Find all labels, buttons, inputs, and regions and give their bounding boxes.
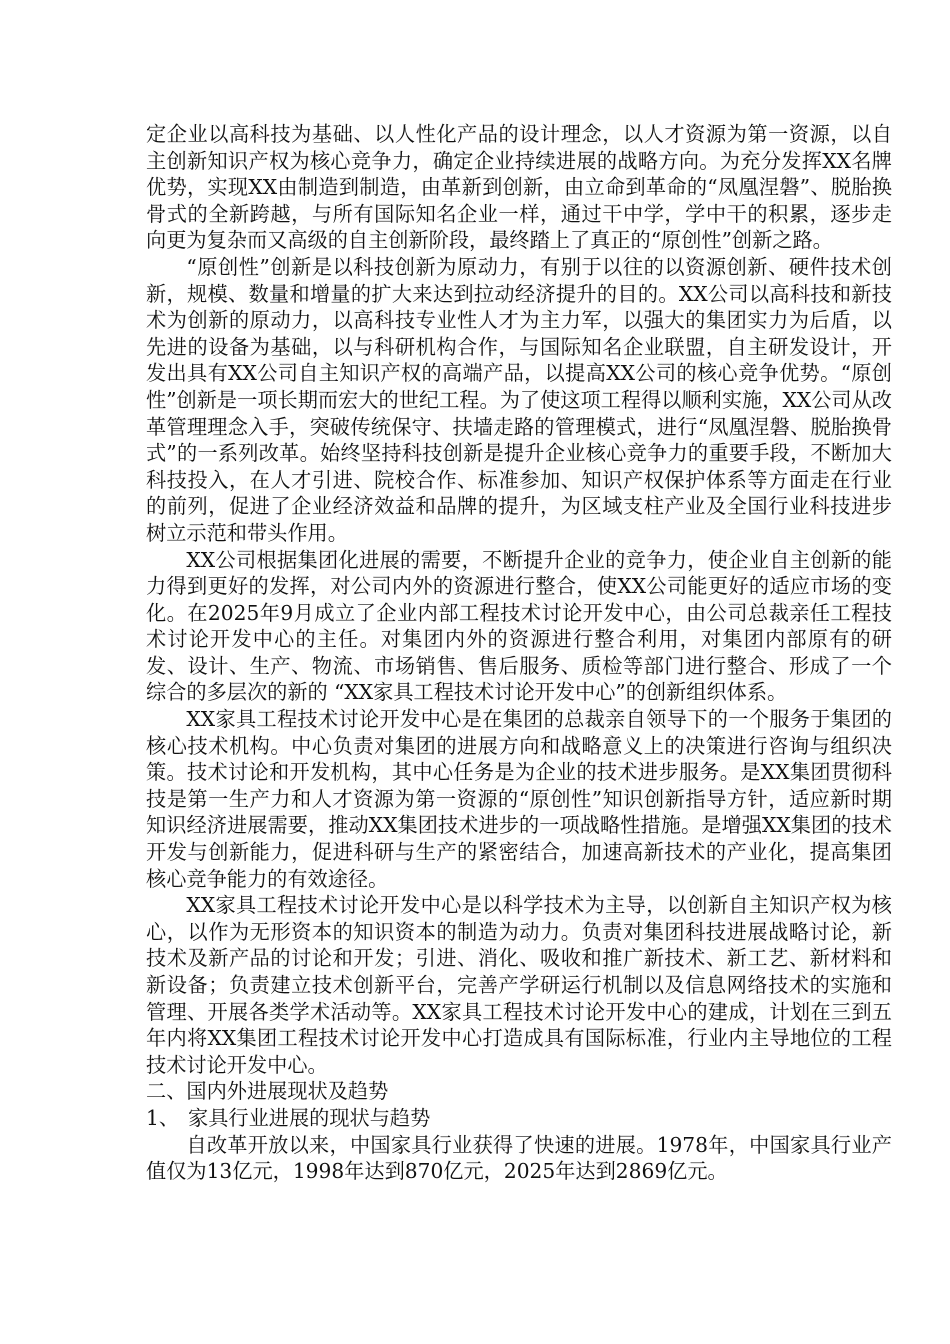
document-body: [146, 121, 892, 1185]
body-paragraph: 定企业以高科技为基础、以人性化产品的设计理念，以人才资源为第一资源，以自主创新知识产权为核心竞争力，确定企业持续进展的战略方向。为充分发挥XX名牌优势，实现XX由制造到制造，由革新到创新，由立命到革命的“凤凰涅磐”、脱胎换骨式的全新跨越，与所有国际知名企业一样，通过干中学，学中干的积累，逐步走向更为复杂而又高级的自主创新阶段，最终踏上了真正的“原创性”创新之路。: [146, 122, 892, 253]
body-paragraph: XX公司根据集团化进展的需要，不断提升企业的竞争力，使企业自主创新的能力得到更好的发挥，对公司内外的资源进行整合，使XX公司能更好的适应市场的变化。在2025年9月成立了企业内部工程技术讨论开发中心，由公司总裁亲任工程技术讨论开发中心的主任。对集团内外的资源进行整合利用，对集团内部原有的研发、设计、生产、物流、市场销售、售后服务、质检等部门进行整合、形成了一个综合的多层次的新的 “XX家具工程技术讨论开发中心”的创新组织体系。: [146, 547, 892, 705]
subsection-number: 1、: [146, 1105, 180, 1130]
section-heading: 二、国内外进展现状及趋势: [146, 1079, 389, 1104]
body-paragraph: XX家具工程技术讨论开发中心是以科学技术为主导，以创新自主知识产权为核心，以作为无形资本的知识资本的制造为动力。负责对集团科技进展战略讨论，新技术及新产品的讨论和开发；引进、消化、吸收和推广新技术、新工艺、新材料和新设备；负责建立技术创新平台，完善产学研运行机制以及信息网络技术的实施和管理、开展各类学术活动等。XX家具工程技术讨论开发中心的建成，计划在三到五年内将XX集团工程技术讨论开发中心打造成具有国际标准，行业内主导地位的工程技术讨论开发中心。: [146, 893, 892, 1077]
body-paragraph: “原创性”创新是以科技创新为原动力，有别于以往的以资源创新、硬件技术创新，规模、数量和增量的扩大来达到拉动经济提升的目的。XX公司以高科技和新技术为创新的原动力，以高科技专业性人才为主力军，以强大的集团实力为后盾，以先进的设备为基础，以与科研机构合作，与国际知名企业联盟，自主研发设计，开发出具有XX公司自主知识产权的高端产品，以提高XX公司的核心竞争优势。“原创性”创新是一项长期而宏大的世纪工程。为了使这项工程得以顺利实施，XX公司从改革管理理念入手，突破传统保守、扶墙走路的管理模式，进行“凤凰涅磐、脱胎换骨式”的一系列改革。始终坚持科技创新是提升企业核心竞争力的重要手段，不断加大科技投入，在人才引进、院校合作、标准参加、知识产权保护体系等方面走在行业的前列，促进了企业经济效益和品牌的提升，为区域支柱产业及全国行业科技进步树立示范和带头作用。: [146, 254, 892, 545]
subsection-heading: [146, 1105, 892, 1132]
body-paragraph: 自改革开放以来，中国家具行业获得了快速的进展。1978年，中国家具行业产值仅为13亿元，1998年达到870亿元，2025年达到2869亿元。: [146, 1132, 892, 1184]
body-paragraph: XX家具工程技术讨论开发中心是在集团的总裁亲自领导下的一个服务于集团的核心技术机构。中心负责对集团的进展方向和战略意义上的决策进行咨询与组织决策。技术讨论和开发机构，其中心任务是为企业的技术进步服务。是XX集团贯彻科技是第一生产力和人才资源为第一资源的“原创性”知识创新指导方针，适应新时期知识经济进展需要，推动XX集团技术进步的一项战略性措施。是增强XX集团的技术开发与创新能力，促进科研与生产的紧密结合，加速高新技术的产业化，提高集团核心竞争能力的有效途径。: [146, 707, 892, 891]
subsection-title: 家具行业进展的现状与趋势: [188, 1105, 431, 1130]
